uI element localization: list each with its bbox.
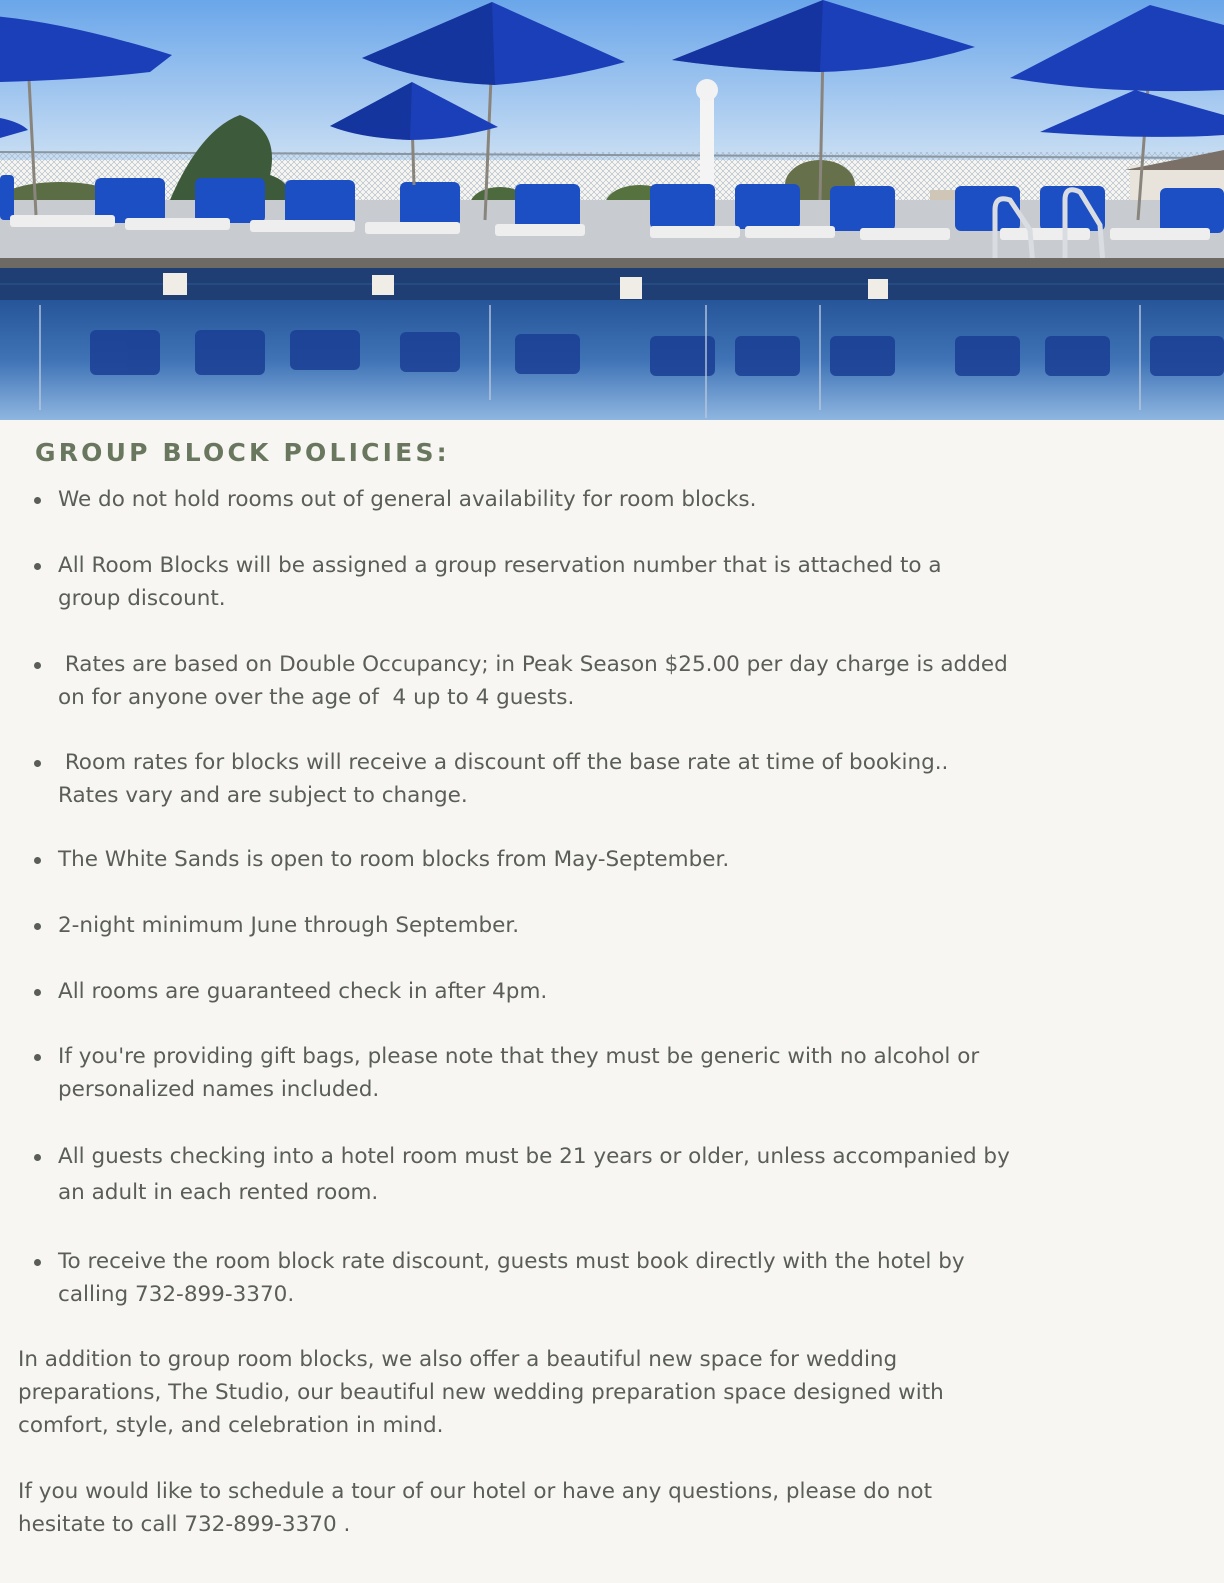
- list-item: [58, 975, 1158, 1008]
- list-item: [58, 549, 1158, 615]
- pool-umbrellas-photo-icon: [0, 0, 1224, 420]
- policy-line: The White Sands is open to room blocks from May-September.: [58, 847, 730, 872]
- policy-line: on for anyone over the age of 4 up to 4 guests.: [58, 685, 575, 710]
- policies-section: [0, 420, 1224, 1583]
- bullet-icon: [34, 1154, 41, 1161]
- policy-line: All rooms are guaranteed check in after 4pm.: [58, 979, 548, 1004]
- contact-paragraph: [18, 1475, 1138, 1541]
- list-item: [58, 648, 1158, 714]
- bullet-icon: [34, 497, 41, 504]
- hero-pool-photo: [0, 0, 1224, 420]
- list-item: [58, 843, 1158, 876]
- policy-line: Rates vary and are subject to change.: [58, 783, 468, 808]
- list-item: [58, 746, 1158, 812]
- paragraph-line: In addition to group room blocks, we also offer a beautiful new space for wedding: [18, 1347, 898, 1372]
- policy-line: group discount.: [58, 586, 226, 611]
- policy-line: All Room Blocks will be assigned a group reservation number that is attached to a: [58, 553, 942, 578]
- bullet-icon: [34, 563, 41, 570]
- bullet-icon: [34, 662, 41, 669]
- policy-line: 2-night minimum June through September.: [58, 913, 520, 938]
- list-item: [58, 1245, 1158, 1311]
- list-item: [58, 483, 1158, 516]
- policy-line: an adult in each rented room.: [58, 1180, 379, 1205]
- paragraph-line: preparations, The Studio, our beautiful new wedding preparation space designed with: [18, 1380, 944, 1405]
- paragraph-line: hesitate to call 732-899-3370 .: [18, 1512, 351, 1537]
- policy-line: If you're providing gift bags, please note that they must be generic with no alcohol or: [58, 1044, 980, 1069]
- list-item: [58, 1040, 1158, 1106]
- policies-heading: GROUP BLOCK POLICIES:: [35, 438, 450, 467]
- policy-line: Room rates for blocks will receive a discount off the base rate at time of booking..: [58, 750, 949, 775]
- bullet-icon: [34, 857, 41, 864]
- bullet-icon: [34, 760, 41, 767]
- policy-line: calling 732-899-3370.: [58, 1282, 295, 1307]
- policy-line: personalized names included.: [58, 1077, 380, 1102]
- policy-line: All guests checking into a hotel room must be 21 years or older, unless accompanied by: [58, 1144, 1010, 1169]
- list-item: [58, 1140, 1158, 1209]
- bullet-icon: [34, 1259, 41, 1266]
- studio-paragraph: [18, 1343, 1138, 1442]
- bullet-icon: [34, 923, 41, 930]
- policy-line: To receive the room block rate discount, guests must book directly with the hotel by: [58, 1249, 965, 1274]
- paragraph-line: comfort, style, and celebration in mind.: [18, 1413, 444, 1438]
- policy-line: We do not hold rooms out of general availability for room blocks.: [58, 487, 757, 512]
- paragraph-line: If you would like to schedule a tour of our hotel or have any questions, please do not: [18, 1479, 933, 1504]
- bullet-icon: [34, 989, 41, 996]
- bullet-icon: [34, 1054, 41, 1061]
- list-item: [58, 909, 1158, 942]
- policy-line: Rates are based on Double Occupancy; in Peak Season $25.00 per day charge is added: [58, 652, 1008, 677]
